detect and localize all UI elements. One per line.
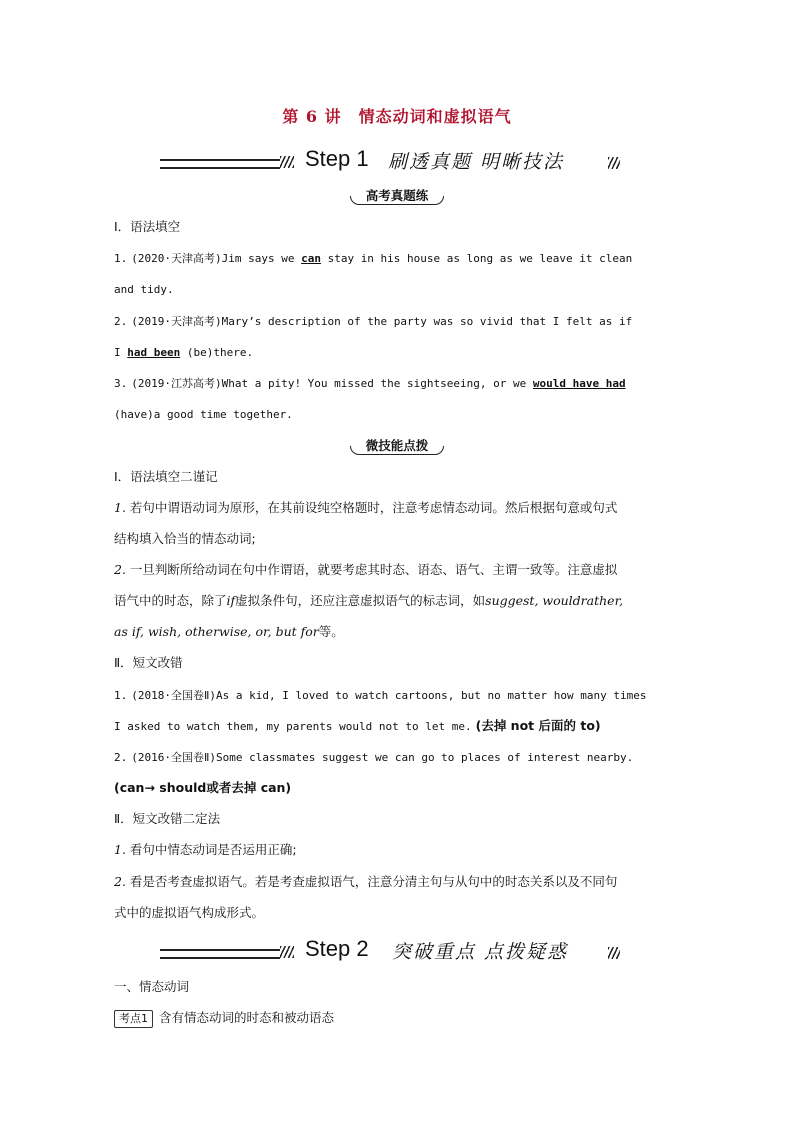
rule-1: 1. 看句中情态动词是否运用正确; xyxy=(114,842,297,857)
answer: can xyxy=(301,252,321,265)
tip-2: 2. 一旦判断所给动词在句中作谓语，就要考虑其时态、语态、语气、主谓一致等。注意虚拟 xyxy=(114,562,618,577)
section-heading: Ⅱ．短文改错 xyxy=(114,655,183,670)
question-1: 1. (2020·天津高考)Jim says we can stay in his house as long as we leave it clean xyxy=(114,252,633,265)
badge-gaokao: 高考真题练 xyxy=(350,186,444,206)
error-1-cont: I asked to watch them, my parents would not to let me. (去掉 not 后面的 to) xyxy=(114,718,601,733)
answer: would have had xyxy=(532,377,626,390)
tip-2-cont: 语气中的时态，除了if虚拟条件句，还应注意虚拟语气的标志词，如suggest, wouldrather, xyxy=(114,593,624,608)
question-3: 3. (2019·江苏高考)What a pity! You missed the sightseeing, or we would have had xyxy=(114,377,626,390)
step2-label: Step 2 xyxy=(305,936,369,961)
banner-left-lines xyxy=(160,949,280,959)
kaodian-text: 含有情态动词的时态和被动语态 xyxy=(159,1010,335,1025)
rule-2-cont: 式中的虚拟语气构成形式。 xyxy=(114,905,265,920)
kaodian-tag: 考点1 xyxy=(114,1010,153,1028)
kaodian-row xyxy=(114,1010,684,1028)
error-2: 2. (2016·全国卷Ⅱ)Some classmates suggest we can go to places of interest nearby. xyxy=(114,751,634,764)
banner-right-lines xyxy=(608,947,620,959)
tip-1-cont: 结构填入恰当的情态动词; xyxy=(114,531,256,546)
step2-banner xyxy=(160,936,620,968)
banner-right-lines xyxy=(608,157,620,169)
badge-skills: 微技能点拨 xyxy=(350,436,444,456)
step1-banner xyxy=(160,146,620,178)
step2-subtitle: 突破重点 点拨疑惑 xyxy=(392,941,569,963)
section-heading: 一、情态动词 xyxy=(114,979,190,994)
tip-1: 1. 若句中谓语动词为原形，在其前设纯空格题时，注意考虑情态动词。然后根据句意或句式 xyxy=(114,500,618,515)
step1-subtitle: 刷透真题 明晰技法 xyxy=(388,151,565,173)
step1-label: Step 1 xyxy=(305,146,369,171)
question-3-cont: (have)a good time together. xyxy=(114,408,293,421)
answer: had been xyxy=(127,346,181,359)
question-2: 2. (2019·天津高考)Mary’s description of the party was so vivid that I felt as if xyxy=(114,315,633,328)
question-2-cont: I had been (be)there. xyxy=(114,346,254,359)
error-2-answer xyxy=(114,780,684,796)
banner-left-lines xyxy=(160,159,280,169)
question-1-cont: and tidy. xyxy=(114,283,174,296)
rule-2: 2. 看是否考查虚拟语气。若是考查虚拟语气，注意分清主句与从句中的时态关系以及不同句 xyxy=(114,874,618,889)
answer: (can→ should或者去掉 can) xyxy=(114,780,292,795)
section-heading: Ⅰ．语法填空 xyxy=(114,219,181,234)
section-heading: Ⅰ．语法填空二谨记 xyxy=(114,469,218,484)
answer: (去掉 not 后面的 to) xyxy=(475,718,601,733)
page-title: 第 6 讲 情态动词和虚拟语气 xyxy=(282,107,512,126)
section-heading: Ⅱ．短文改错二定法 xyxy=(114,811,221,826)
tip-2-cont2: as if, wish, otherwise, or, but for等。 xyxy=(114,624,344,639)
error-1: 1. (2018·全国卷Ⅱ)As a kid, I loved to watch cartoons, but no matter how many times xyxy=(114,689,647,702)
